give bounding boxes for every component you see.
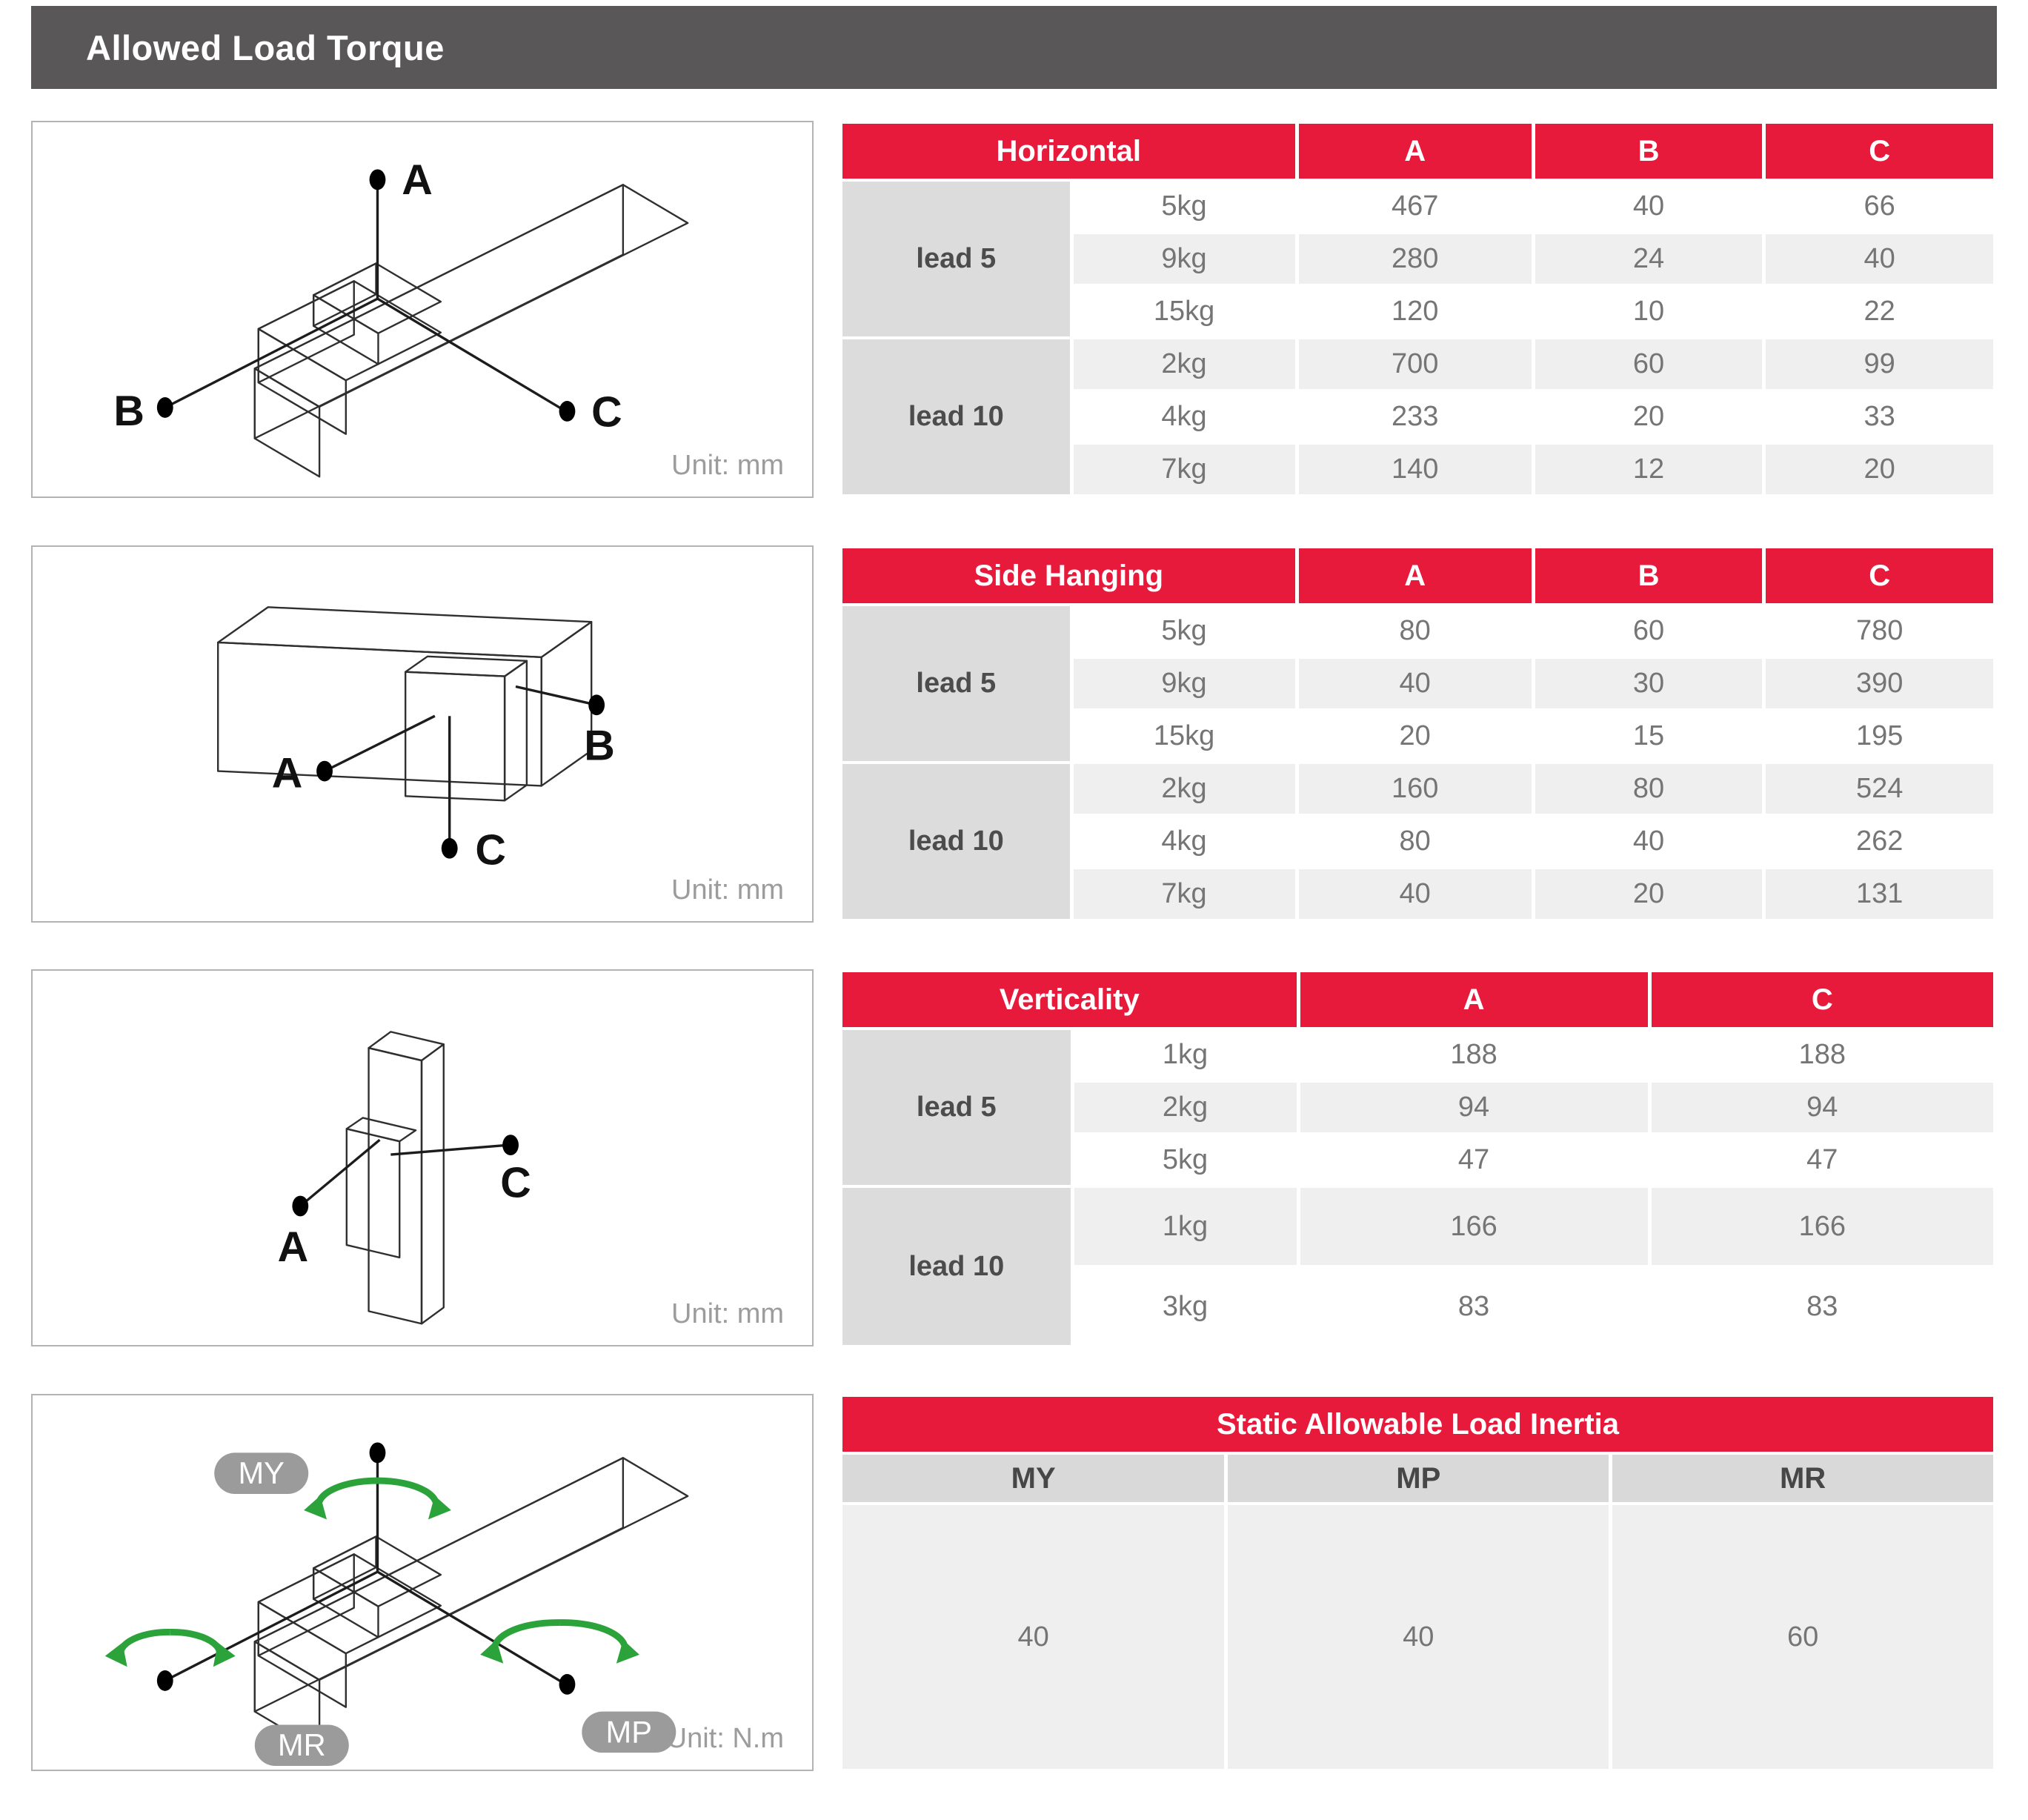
- cell-b: 20: [1535, 869, 1763, 919]
- col-header-my: MY: [842, 1455, 1224, 1502]
- column-front-face: [369, 1048, 422, 1324]
- cell-a: 140: [1299, 445, 1532, 494]
- cell-kg: 2kg: [1074, 339, 1295, 389]
- cell-b: 60: [1535, 339, 1763, 389]
- cell-a: 40: [1299, 869, 1532, 919]
- carriage-front-face: [259, 281, 354, 382]
- lead-group-label: lead 10: [842, 1188, 1071, 1345]
- cell-a: 233: [1299, 392, 1532, 442]
- cell-c: 524: [1766, 764, 1993, 814]
- carriage-top-face: [259, 281, 441, 380]
- horizontal-diagram-box: [31, 121, 814, 498]
- cell-kg: 3kg: [1074, 1268, 1297, 1345]
- cell-kg: 7kg: [1074, 445, 1295, 494]
- cell-mr-value: 60: [1612, 1505, 1993, 1769]
- cell-c: 195: [1766, 711, 1993, 761]
- cell-kg: 1kg: [1074, 1030, 1297, 1080]
- cell-kg: 5kg: [1074, 1135, 1297, 1185]
- page-title-bar: [31, 6, 1997, 89]
- column-side-face: [422, 1044, 444, 1324]
- cell-kg: 5kg: [1074, 606, 1295, 656]
- cell-a: 94: [1300, 1083, 1648, 1132]
- table-header-row: [842, 124, 1993, 179]
- point-c-label: C: [475, 826, 506, 874]
- col-header-c: C: [1652, 972, 1993, 1027]
- point-a-label: A: [271, 749, 303, 797]
- point-a-dot: [292, 1196, 308, 1217]
- cell-kg: 9kg: [1074, 234, 1295, 284]
- cell-kg: 1kg: [1074, 1188, 1297, 1265]
- verticality-table: [839, 969, 1997, 1348]
- unit-label: Unit: mm: [671, 874, 784, 906]
- table-header-row: [842, 548, 1993, 603]
- cell-kg: 4kg: [1074, 392, 1295, 442]
- cell-a: 160: [1299, 764, 1532, 814]
- cell-kg: 2kg: [1074, 1083, 1297, 1132]
- axis-a-line: [325, 716, 435, 771]
- cell-b: 80: [1535, 764, 1763, 814]
- cell-b: 24: [1535, 234, 1763, 284]
- page-title: Allowed Load Torque: [86, 27, 445, 67]
- cell-c: 40: [1766, 234, 1993, 284]
- point-b-label: B: [113, 387, 144, 435]
- cell-c: 33: [1766, 392, 1993, 442]
- my-axis-dot: [370, 1442, 386, 1463]
- cell-a: 120: [1299, 287, 1532, 336]
- axis-c-line: [377, 299, 562, 409]
- point-b-label: B: [584, 722, 615, 770]
- axis-b-line: [516, 687, 596, 705]
- cell-c: 99: [1766, 339, 1993, 389]
- horizontal-table: [839, 121, 1997, 497]
- point-c-dot: [559, 401, 576, 422]
- my-rotation-arrow: [319, 1481, 378, 1515]
- point-c-dot: [442, 838, 458, 859]
- cell-a: 166: [1300, 1188, 1648, 1265]
- verticality-diagram-box: [31, 969, 814, 1346]
- cell-c: 47: [1652, 1135, 1993, 1185]
- cell-c: 188: [1652, 1030, 1993, 1080]
- table-title-inertia: Static Allowable Load Inertia: [842, 1397, 1993, 1452]
- cell-c: 262: [1766, 817, 1993, 866]
- inertia-table: [839, 1394, 1997, 1772]
- cell-a: 83: [1300, 1268, 1648, 1345]
- carriage-side-face: [505, 661, 527, 801]
- cell-c: 94: [1652, 1083, 1993, 1132]
- side-hanging-diagram-box: [31, 545, 814, 923]
- table-row: [842, 339, 1993, 389]
- side-hanging-table-wrap: [839, 545, 1997, 923]
- inertia-table-wrap: [839, 1394, 1997, 1771]
- lead-group-label: lead 5: [842, 1030, 1071, 1185]
- band-horizontal: [31, 121, 1997, 498]
- cell-c: 780: [1766, 606, 1993, 656]
- col-header-c: C: [1766, 124, 1993, 179]
- cell-mp-value: 40: [1228, 1505, 1609, 1769]
- table-title-horizontal: Horizontal: [842, 124, 1295, 179]
- cell-c: 20: [1766, 445, 1993, 494]
- cell-kg: 9kg: [1074, 659, 1295, 708]
- cell-a: 40: [1299, 659, 1532, 708]
- cell-a: 188: [1300, 1030, 1648, 1080]
- lead-group-label: lead 10: [842, 764, 1070, 919]
- mr-rotation-arrow: [120, 1632, 170, 1661]
- cell-b: 20: [1535, 392, 1763, 442]
- unit-label: Unit: mm: [671, 1298, 784, 1329]
- axis-c-line: [390, 1145, 508, 1155]
- point-c-label: C: [591, 388, 622, 436]
- band-side-hanging: [31, 545, 1997, 923]
- point-c-dot: [502, 1135, 519, 1155]
- horizontal-table-wrap: [839, 121, 1997, 498]
- lead-group-label: lead 10: [842, 339, 1070, 494]
- cell-kg: 7kg: [1074, 869, 1295, 919]
- rail-top-face: [218, 607, 591, 657]
- cell-a: 20: [1299, 711, 1532, 761]
- cell-my-value: 40: [842, 1505, 1224, 1769]
- col-header-b: B: [1535, 124, 1763, 179]
- cell-c: 390: [1766, 659, 1993, 708]
- cell-a: 467: [1299, 182, 1532, 231]
- col-header-b: B: [1535, 548, 1763, 603]
- mp-axis-dot: [559, 1674, 576, 1695]
- cell-c: 22: [1766, 287, 1993, 336]
- cell-kg: 15kg: [1074, 711, 1295, 761]
- point-b-dot: [588, 694, 605, 715]
- col-header-a: A: [1300, 972, 1648, 1027]
- table-header-row: [842, 1397, 1993, 1452]
- lead-group-label: lead 5: [842, 182, 1070, 336]
- cell-a: 280: [1299, 234, 1532, 284]
- carriage-top-face: [347, 1117, 416, 1141]
- cell-b: 40: [1535, 182, 1763, 231]
- side-hanging-table: [839, 545, 1997, 922]
- cell-kg: 15kg: [1074, 287, 1295, 336]
- point-a-dot: [370, 169, 386, 190]
- cell-kg: 2kg: [1074, 764, 1295, 814]
- point-c-label: C: [500, 1159, 531, 1207]
- cell-b: 40: [1535, 817, 1763, 866]
- carriage-front-face: [259, 1554, 354, 1655]
- cell-a: 80: [1299, 817, 1532, 866]
- torque-diagram-box: [31, 1394, 814, 1771]
- col-header-c: C: [1766, 548, 1993, 603]
- horizontal-diagram-svg: [33, 122, 812, 496]
- table-row: [842, 182, 1993, 231]
- point-a-label: A: [402, 156, 433, 205]
- band-verticality: [31, 969, 1997, 1346]
- cell-c: 66: [1766, 182, 1993, 231]
- cell-c: 83: [1652, 1268, 1993, 1345]
- cell-b: 60: [1535, 606, 1763, 656]
- rail-front-face: [218, 642, 542, 786]
- verticality-table-wrap: [839, 969, 1997, 1346]
- point-a-label: A: [277, 1223, 309, 1271]
- carriage-front-face: [347, 1129, 399, 1258]
- table-row: [842, 1030, 1993, 1080]
- cell-b: 30: [1535, 659, 1763, 708]
- lead-group-label: lead 5: [842, 606, 1070, 761]
- plate-end-face: [313, 295, 378, 364]
- cell-b: 10: [1535, 287, 1763, 336]
- mr-pill-label: MR: [277, 1727, 326, 1763]
- mp-rotation-arrow: [560, 1623, 625, 1659]
- cell-c: 166: [1652, 1188, 1993, 1265]
- table-title-side-hanging: Side Hanging: [842, 548, 1295, 603]
- plate-end-face: [313, 1568, 378, 1637]
- my-rotation-arrow: [377, 1481, 436, 1515]
- cell-a: 80: [1299, 606, 1532, 656]
- mp-rotation-arrow: [494, 1623, 559, 1659]
- col-header-a: A: [1299, 124, 1532, 179]
- cell-kg: 4kg: [1074, 817, 1295, 866]
- table-header-row: [842, 972, 1993, 1027]
- point-a-dot: [316, 761, 333, 782]
- torque-diagram-svg: [33, 1395, 812, 1770]
- cell-a: 700: [1299, 339, 1532, 389]
- unit-label: Unit: mm: [671, 450, 784, 481]
- cell-b: 15: [1535, 711, 1763, 761]
- side-hanging-diagram-svg: [33, 547, 812, 921]
- table-row: [842, 1188, 1993, 1265]
- col-header-mr: MR: [1612, 1455, 1993, 1502]
- band-inertia: [31, 1394, 1997, 1771]
- cell-c: 131: [1766, 869, 1993, 919]
- cell-b: 12: [1535, 445, 1763, 494]
- cell-a: 47: [1300, 1135, 1648, 1185]
- carriage-top-face: [259, 1554, 441, 1653]
- table-row: [842, 606, 1993, 656]
- mp-pill-label: MP: [605, 1714, 653, 1750]
- unit-label: Unit: N.m: [666, 1723, 784, 1754]
- table-subheader-row: [842, 1455, 1993, 1502]
- col-header-mp: MP: [1228, 1455, 1609, 1502]
- verticality-diagram-svg: [33, 971, 812, 1345]
- col-header-a: A: [1299, 548, 1532, 603]
- table-row: [842, 1505, 1993, 1769]
- my-pill-label: MY: [238, 1455, 285, 1491]
- table-title-verticality: Verticality: [842, 972, 1297, 1027]
- table-row: [842, 764, 1993, 814]
- mr-axis-dot: [157, 1670, 173, 1691]
- point-b-dot: [157, 397, 173, 418]
- column-top-face: [369, 1032, 444, 1060]
- cell-kg: 5kg: [1074, 182, 1295, 231]
